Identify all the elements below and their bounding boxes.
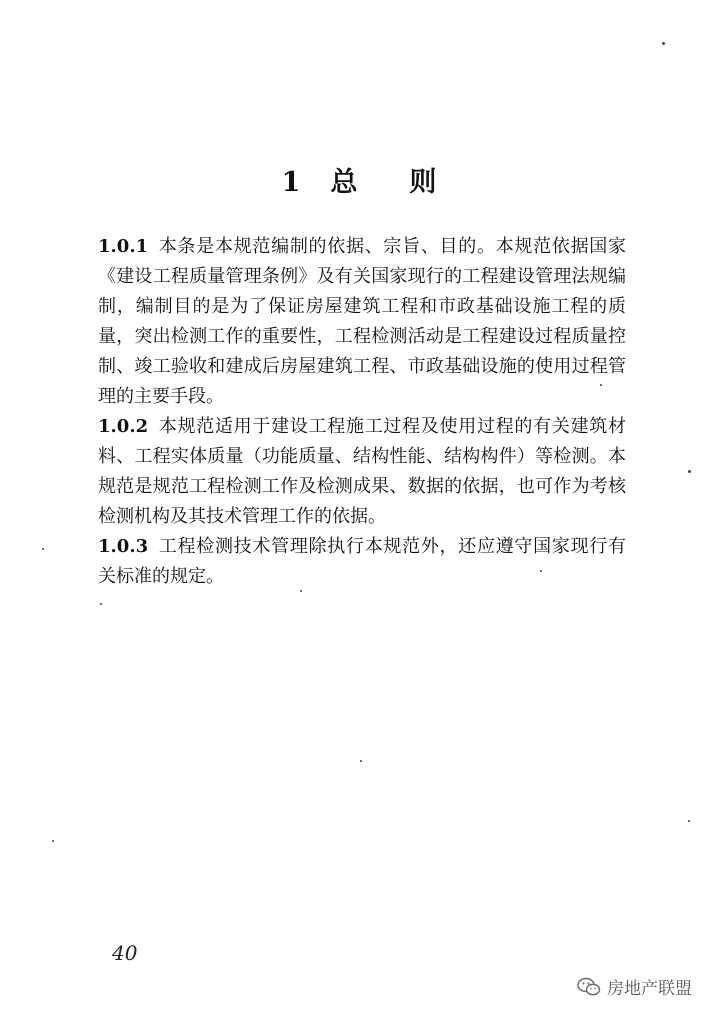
scan-speck	[360, 760, 362, 762]
chapter-title-part2: 则	[409, 167, 439, 198]
scan-speck	[52, 840, 54, 842]
clause-number: 1.0.1	[98, 236, 149, 257]
watermark-text: 房地产联盟	[607, 979, 692, 999]
scan-speck	[662, 42, 665, 45]
clause-text: 本条是本规范编制的依据、宗旨、目的。本规范依据国家《建设工程质量管理条例》及有关国家现行的工程建设管理法规编制，编制目的是为了保证房屋建筑工程和市政基础设施工程的质量，突出检测工作的重要性，工程检测活动是工程建设过程质量控制、竣工验收和建成后房屋建筑工程、市政基础设施的使用过程管理的主要手段。	[98, 236, 626, 407]
scan-speck	[540, 570, 542, 572]
scan-speck	[688, 820, 690, 822]
clause-1-0-2	[98, 412, 626, 532]
clause-number: 1.0.3	[98, 536, 149, 557]
clauses-body	[98, 232, 626, 592]
clause-1-0-1	[98, 232, 626, 412]
scan-speck	[100, 603, 102, 605]
chapter-title-part1: 总	[330, 167, 360, 198]
wechat-icon	[577, 977, 601, 997]
clause-1-0-3	[98, 532, 626, 592]
page-number: 40	[112, 941, 138, 965]
scan-speck	[300, 590, 302, 592]
chapter-number: 1	[281, 167, 303, 198]
clause-text: 工程检测技术管理除执行本规范外，还应遵守国家现行有关标准的规定。	[98, 536, 626, 587]
watermark	[577, 974, 692, 999]
scan-speck	[42, 548, 44, 550]
clause-number: 1.0.2	[98, 416, 149, 437]
scan-speck	[600, 384, 602, 386]
scan-speck	[688, 470, 691, 473]
clause-text: 本规范适用于建设工程施工过程及使用过程的有关建筑材料、工程实体质量（功能质量、结构性能、结构构件）等检测。本规范是规范工程检测工作及检测成果、数据的依据，也可作为考核检测机构及其技术管理工作的依据。	[98, 416, 626, 527]
chapter-title	[0, 160, 720, 199]
